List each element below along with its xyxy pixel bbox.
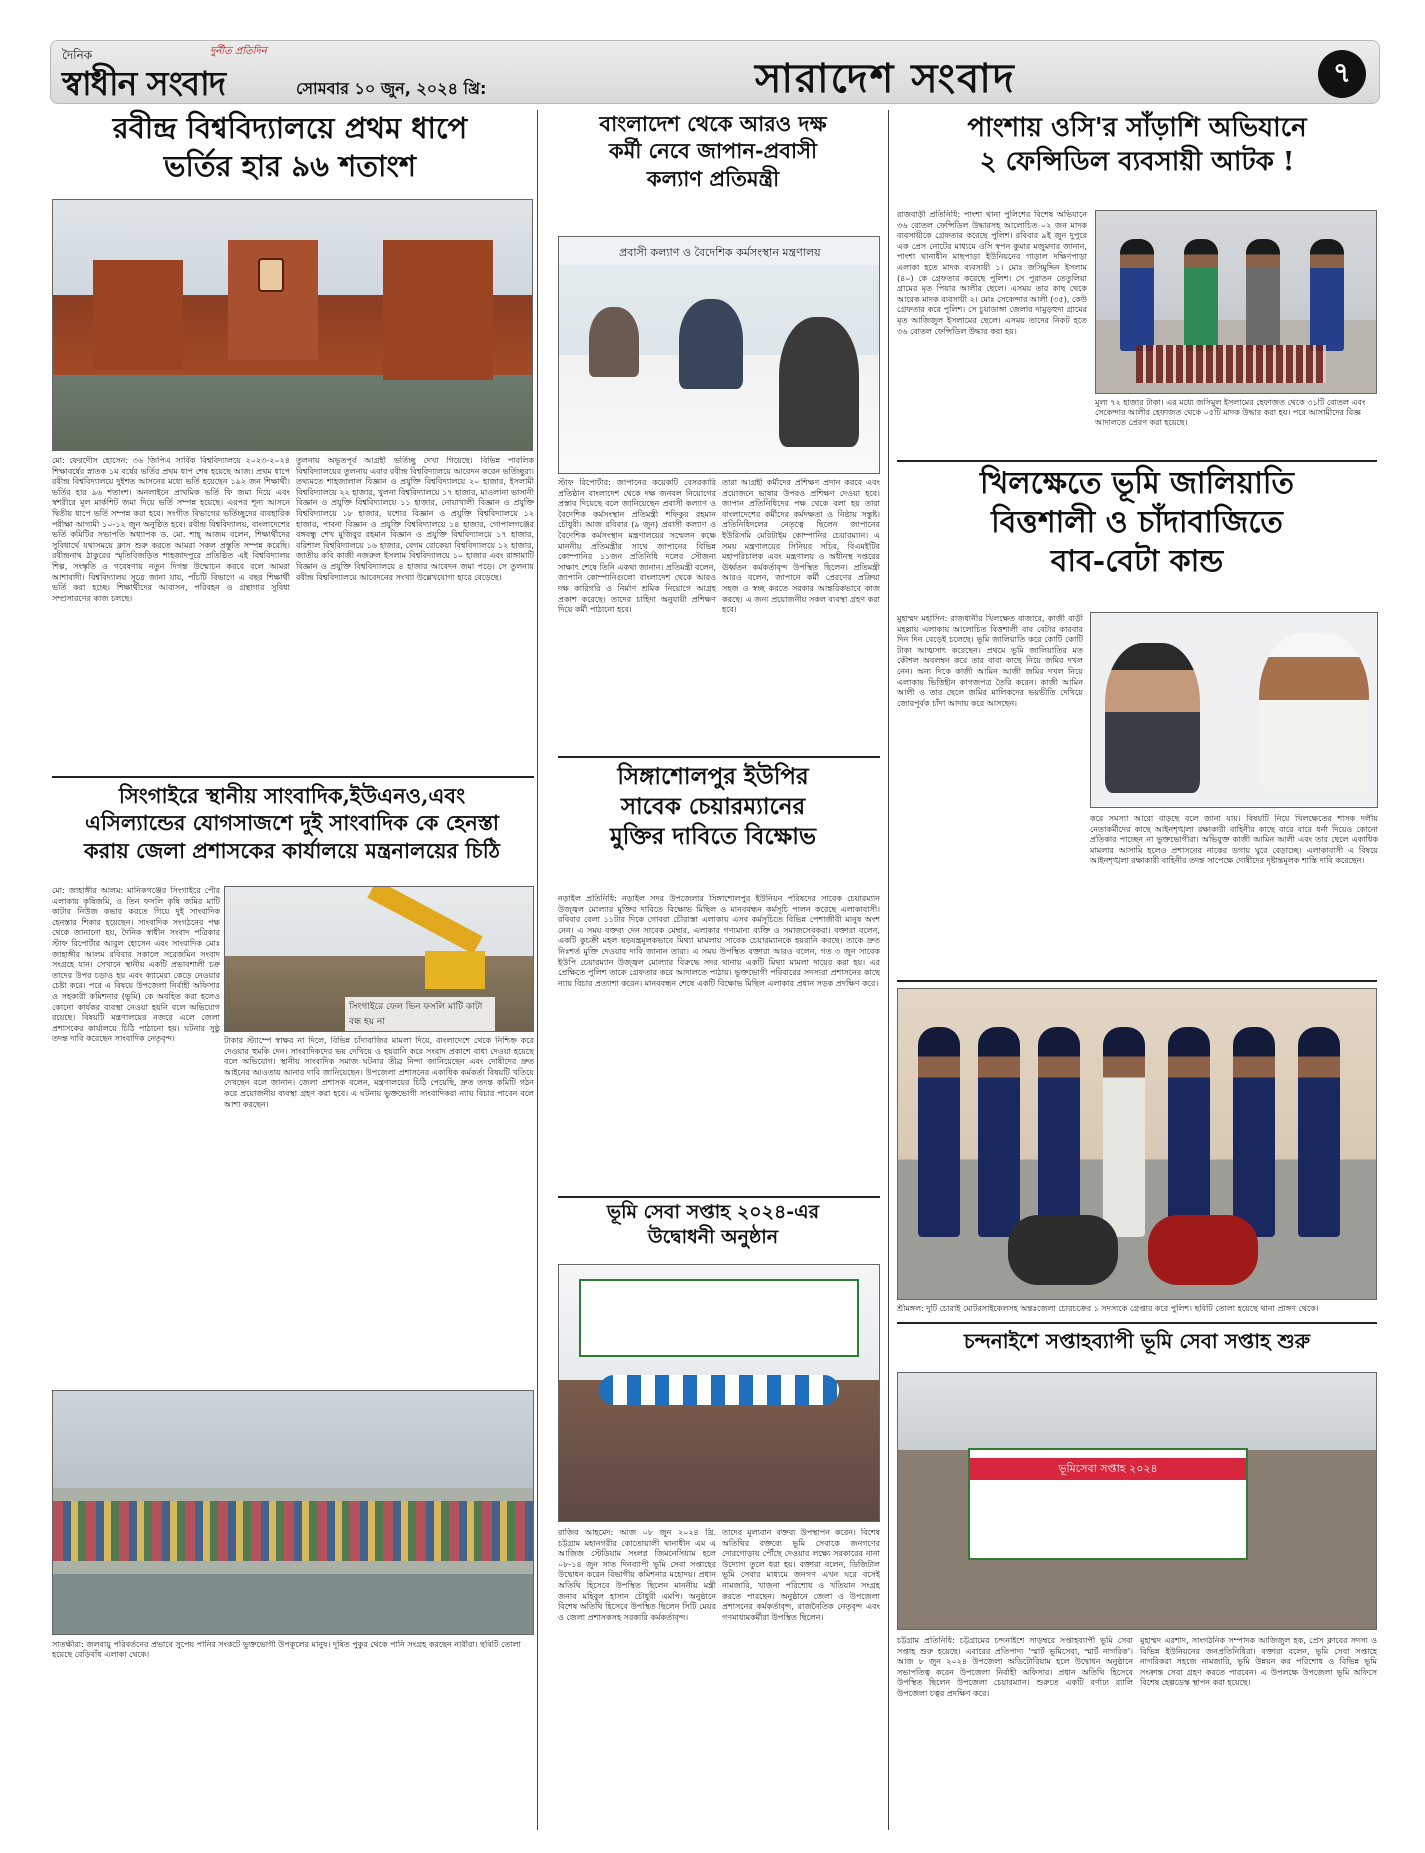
bhumi-ceremony-photo <box>558 1264 880 1522</box>
headline-line: উদ্বোধনী অনুষ্ঠান <box>647 1225 779 1248</box>
section-title: সারাদেশ সংবাদ <box>755 55 1016 102</box>
rally-banner <box>968 1448 1248 1560</box>
balloon-arch <box>599 1375 839 1405</box>
singair-photo <box>224 886 534 1032</box>
portrait-son <box>1105 643 1200 793</box>
section-divider <box>52 776 534 778</box>
section-divider <box>558 1196 880 1198</box>
section-divider <box>897 980 1377 982</box>
headline-line: ২ ফেন্সিডিল ব্যবসায়ী আটক ! <box>979 146 1295 177</box>
section-divider <box>897 460 1377 462</box>
police-officer-figure <box>1233 1027 1275 1237</box>
motorcycle-figure <box>1148 1215 1258 1285</box>
chandanaish-headline: চন্দনাইশে সপ্তাহব্যাপী ভূমি সেবা সপ্তাহ শুরু <box>963 1329 1311 1353</box>
motorcycle-figure <box>1008 1215 1118 1285</box>
headline-line: ভর্তির হার ৯৬ শতাংশ <box>163 148 417 183</box>
section-divider <box>897 1322 1377 1324</box>
daily-label: দৈনিক <box>62 48 93 62</box>
rabindra-body-col2: তুলনায় অভূতপূর্ব আগ্রহী ভর্তিচ্ছু দেখা গিয়েছে। বিভিন্ন পাবলিক বিশ্ববিদ্যালয়ের তুলনায় এবার রবীন্দ্র বিশ্ববিদ্যালয়ে আবেদন করেন ভর্তিচ্ছুরা। তথ্যমতে শাহজালাল বিজ্ঞান ও প্রযুক্তি বিশ্ববিদ্যালয়ে ২০ হাজার, ইসলামী বিশ্ববিদ্যালয়ে ২২ হাজার, খুলনা বিশ্ববিদ্যালয়ে ১৭ হাজার, মাওলানা ভাসানী বিজ্ঞান ও প্রযুক্তি বিশ্ববিদ্যালয়ে ১১ হাজার, নোয়াখালী বিজ্ঞান ও প্রযুক্তি বিশ্ববিদ্যালয়ে ১৮ হাজার, যশোর বিজ্ঞান ও প্রযুক্তি বিশ্ববিদ্যালয়ে ১২ হাজার, পাবনা বিজ্ঞান ও প্রযুক্তি বিশ্ববিদ্যালয়ে ১৪ হাজার, গোপালগঞ্জের বঙ্গবন্ধু শেখ মুজিবুর রহমান বিজ্ঞান ও প্রযুক্তি বিশ্ববিদ্যালয়ে ১৭ হাজার, বরিশাল বিশ্ববিদ্যালয়ে ১৬ হাজার, বেগম রোকেয়া বিশ্ববিদ্যালয়ে ১২ হাজার, জাতীয় কবি কাজী নজরুল ইসলাম বিশ্ববিদ্যালয়ে ১০ হাজার এবং রাঙ্গামাটি বিজ্ঞান ও প্রযুক্তি বিশ্ববিদ্যালয়ে ৪ হাজার আবেদন জমা পড়ে। সে তুলনায় রবীন্দ্র বিশ্ববিদ্যালয়ে আবেদনের সংখ্যা উল্লেখযোগ্য হারে বেড়েছে। <box>296 456 534 582</box>
police-officer-figure <box>1168 1027 1210 1237</box>
japan-headline <box>545 110 881 192</box>
police-officer-figure <box>1310 239 1344 351</box>
police-recovery-photo <box>897 988 1377 1300</box>
building-block <box>383 240 493 380</box>
khilkhet-body-left: মুহাম্মদ মহাসিন: রাজধানীর খিলক্ষেত বাজারে, কাজী বাড়ী মহল্লায় এলাকায় আলোচিত বিত্তশালী বাব বেটার কারবার দিন দিন বেড়েই চলেছে। ভূমি জালিয়াতি করে কোটি কোটি টাকা আত্মসাৎ করেছেন। প্রথমে ভূমি জালিয়াতির মত কৌশল অবলম্বন করে তার বাবা কাছে নিয়ে জমির দখল নেন। অন্য দিকে কাজী আমিন আজী জমির দখল নিয়ে এলাকায় ভিত্তিহীন কাগজপত্র তৈরি করেন। কাজী আমিন আলী ও তার ছেলে জমির মালিকদের ভয়ভীতি দেখিয়ে জোরপূর্বক চাঁদা আদায় করে আসছেন। <box>897 614 1083 708</box>
tagline: দুর্নীত প্রতিদিন <box>210 46 267 57</box>
section-divider <box>558 756 880 758</box>
chandanaish-rally-photo <box>897 1372 1377 1630</box>
police-officer-figure <box>1298 1027 1340 1237</box>
bhumi-body-col2: তাদের মূল্যবান বক্তব্য উপস্থাপন করেন। বিশেষ অতিথির বক্তব্যে ভূমি সেবাকে জনগণের দোরগোড়ায় পৌঁছে দেওয়ার লক্ষ্যে সরকারের নানা উদ্যোগ তুলে ধরা হয়। বক্তারা বলেন, ডিজিটাল ভূমি সেবার মাধ্যমে জনগণ এখন ঘরে বসেই নামজারি, খাজনা পরিশোধ ও খতিয়ান সংগ্রহ করতে পারছেন। অনুষ্ঠানে জেলা ও উপজেলা প্রশাসনের কর্মকর্তাবৃন্দ, রাজনৈতিক নেতৃবৃন্দ এবং গণমাধ্যমকর্মীরা উপস্থিত ছিলেন। <box>722 1528 880 1622</box>
rabindra-body-col1: মো: ফেরদৌস হোসেন: ৩৬ জিপিএ সার্বিক বিশ্ববিদ্যালয়ে ২০২৩-২০২৪ শিক্ষাবর্ষের স্নাতক ১ম বর্ষের ভর্তির প্রথম ধাপ শেষ হয়েছে আজ। প্রথম ধাপে রবীন্দ্র বিশ্ববিদ্যালয়ে দুইশত আসনের মধ্যে ভর্তি হয়েছেন ১৯২ জন শিক্ষার্থী। ভর্তির হার ৯৬ শতাংশ। অনলাইনে প্রাথমিক ভর্তি ফি জমা দিয়ে এবং স্বশরীরে মূল মার্কশিট জমা দিয়ে ভর্তি সম্পন্ন হয়েছে। এরপর শূন্য আসনে দ্বিতীয় ধাপে ভর্তি সম্পন্ন করা হবে। সংগীত বিভাগের ভর্তিচ্ছুদের ব্যবহারিক পরীক্ষা আগামী ১০-১২ জুন অনুষ্ঠিত হবে। রবীন্দ্র বিশ্ববিদ্যালয়, বাংলাদেশের ভর্তি কমিটির সভাপতি অধ্যাপক ড. মো. শাহ্ আজম বলেন, শিক্ষার্থীদের সুবিধার্থে যথাসময়ে ক্লাস শুরু করতে আমরা সকল প্রস্তুতি সম্পন্ন করেছি। রবীন্দ্রনাথ ঠাকুরের স্মৃতিবিজড়িত শাহজাদপুরে প্রতিষ্ঠিত এই বিশ্ববিদ্যালয় শিল্প, সংস্কৃতি ও গবেষণায় নতুন দিগন্ত উন্মোচন করবে বলে আমরা আশাবাদী। বিশ্ববিদ্যালয় সূত্রে জানা যায়, পাঁচটি বিভাগে এ বছর শিক্ষার্থী ভর্তি করা হচ্ছে। শিক্ষার্থীদের আবাসন, পরিবহন ও গ্রন্থাগার সুবিধা সম্প্রসারণের কাজ চলছে। <box>52 456 290 603</box>
headline-line: করায় জেলা প্রশাসকের কার্যালয়ে মন্ত্রনালয়ের চিঠি <box>84 837 500 863</box>
pond-water <box>53 1574 533 1634</box>
headline-line: মুক্তির দাবিতে বিক্ষোভ <box>609 822 817 850</box>
pangsha-headline <box>895 112 1379 180</box>
issue-date: সোমবার ১০ জুন, ২০২৪ খ্রি: <box>296 79 487 98</box>
bhumi-headline <box>545 1200 881 1249</box>
police-officer-figure <box>918 1027 960 1237</box>
suspect-figure <box>1184 239 1218 351</box>
portrait-father <box>1259 633 1369 793</box>
khilkhet-portraits-photo <box>1090 612 1378 808</box>
headline-line: খিলক্ষেতে ভূমি জালিয়াতি <box>980 466 1294 501</box>
police-officer-figure <box>1120 239 1154 351</box>
column-divider <box>537 110 538 1830</box>
japan-body-col2: তারা আগ্রহী কর্মীদের প্রশিক্ষণ প্রদান করবে এবং প্রয়োজনে ভাষার উপরও প্রশিক্ষণ দেওয়া হবে। জাপান প্রতিনিধিদের পক্ষ থেকে বলা হয় তারা বাংলাদেশের কর্মীদের কর্মদক্ষতা ও নিষ্ঠায় সন্তুষ্ট। প্রতিনিধিদলের নেতৃত্বে ছিলেন জাপানের ইউরিসমি মেরিটাইম কোম্পানির চেয়ারম্যান। এ সময় মন্ত্রণালয়ের সিনিয়র সচিব, বিএমইটির মহাপরিচালক এবং মন্ত্রণালয় ও অধীনস্থ দপ্তরের ঊর্ধ্বতন কর্মকর্তাবৃন্দ উপস্থিত ছিলেন। প্রতিমন্ত্রী আরও বলেন, জাপানে কর্মী প্রেরণের প্রক্রিয়া সহজ ও স্বচ্ছ করতে সরকার আন্তরিকভাবে কাজ করছে। এ জন্য প্রয়োজনীয় সকল ব্যবস্থা গ্রহণ করা হবে। <box>722 478 880 615</box>
singair-body-col2: টাকার স্ট্যাম্পে স্বাক্ষর না দিলে, বিভিন্ন চাঁদাবাজির মামলা দিয়ে, বাংলাদেশে থেকে নিশ্চিহ্ন করে দেওয়ার হুমকি দেন। সাংবাদিকদের ভয় দেখিয়ে ও হয়রানি করে সংবাদ প্রকাশে বাধা দেওয়া হয়েছে বলে অভিযোগ। স্থানীয় সাংবাদিক সমাজ ঘটনার তীব্র নিন্দা জানিয়েছেন এবং দোষীদের দ্রুত আইনের আওতায় আনার দাবি জানিয়েছেন। উপজেলা প্রশাসনের একাধিক কর্মকর্তা বিষয়টি খতিয়ে দেখছেন বলে জানান। জেলা প্রশাসক বলেন, মন্ত্রণালয়ের চিঠি পেয়েছি, দ্রুত তদন্ত কমিটি গঠন করে প্রয়োজনীয় ব্যবস্থা গ্রহণ করা হবে। এ ঘটনায় ভুক্তভোগী সাংবাদিকরা ন্যায় বিচার পাবেন বলে আশা করছেন। <box>224 1036 534 1109</box>
rabindra-headline <box>48 110 532 185</box>
bhumi-body-col1: রাজিব আহমেদ: আজ ০৮ জুন ২০২৪ খ্রি. চট্টগ্রাম মহানগরীর কোতোয়ালী থানাধীন এম এ আজিজ স্টেডিয়াম সংলগ্ন জিমনেসিয়াম হলে ০৮-১৪ জুন সাত দিনব্যাপী ভূমি সেবা সপ্তাহের উদ্বোধন করেন বিভাগীয় কমিশনার মহোদয়। প্রধান অতিথি হিসেবে উপস্থিত ছিলেন মাননীয় মন্ত্রী জনাব মহিবুল হাসান চৌধুরী এমপি। অনুষ্ঠানে বিশেষ অতিথি হিসেবে উপস্থিত ছিলেন সিটি মেয়র ও জেলা প্রশাসকসহ সরকারি কর্মকর্তাবৃন্দ। <box>558 1528 716 1622</box>
khilkhet-headline <box>895 464 1379 581</box>
police-officer-figure <box>1038 1027 1080 1237</box>
ministry-banner: প্রবাসী কল্যাণ ও বৈদেশিক কর্মসংস্থান মন্ত্রণালয় <box>559 237 879 265</box>
singhashol-body: নড়াইল প্রতিনিধি: নড়াইল সদর উপজেলার সিঙ্গাশোলপুর ইউনিয়ন পরিষদের সাবেক চেয়ারম্যান উজ্জ্বল মোল্যার মুক্তির দাবিতে বিক্ষোভ মিছিল ও মানববন্ধন কর্মসূচি পালন করেছে এলাকাবাসী। রবিবার বেলা ১১টার দিকে গোবরা চৌরাস্তা এলাকায় এসব কর্মসূচিতে বিভিন্ন পেশাজীবী মানুষ অংশ নেন। এ সময় বক্তব্য দেন সাবেক মেম্বার, এলাকার গণ্যমান্য ব্যক্তি ও সমাজসেবকরা। বক্তারা বলেন, একটি কুচক্রী মহল ষড়যন্ত্রমূলকভাবে মিথ্যা মামলায় সাবেক চেয়ারম্যানকে হয়রানি করছে। তাকে দ্রুত নিঃশর্ত মুক্তি দেওয়ার দাবি জানান তারা। এ সময় উপস্থিত বক্তারা আরও বলেন, গত ৩ জুন সাবেক ইউপি চেয়ারম্যান উজ্জ্বল মোল্যার বিরুদ্ধে সদর থানায় একটি মিথ্যা মামলা দায়ের করা হয়। এর প্রেক্ষিতে পুলিশ তাকে গ্রেফতার করে আদালতে পাঠায়। ভুক্তভোগী পরিবারের সদস্যরা প্রশাসনের কাছে ন্যায় বিচার প্রত্যাশা করেন। মানববন্ধন শেষে একটি বিক্ষোভ মিছিল এলাকার প্রধান সড়ক প্রদক্ষিণ করে। <box>558 894 880 988</box>
japan-meeting-photo <box>558 236 880 474</box>
pangsha-caption: মূল্য ৭২ হাজার টাকা। এর মধ্যে জসিমুল ইসলামের হেফাজত থেকে ৩১টি বোতল এবং সেকেন্দার আলীর হেফাজত থেকে ০৫টি মাদক উদ্ধার করা হয়। পরে আসামীদের বিজ্ঞ আদালতে প্রেরণ করা হয়েছে। <box>1095 398 1366 427</box>
stage-backdrop <box>579 1279 859 1357</box>
suspect-figure <box>1103 1027 1145 1237</box>
headline-line: কর্মী নেবে জাপান-প্রবাসী <box>609 138 817 164</box>
pangsha-arrest-photo <box>1095 210 1377 394</box>
singair-body-col1: মো: জাহাঙ্গীর আলম: মানিকগঞ্জের সিংগাইরে পৌর এলাকায় কৃষিজমি, ও তিন ফসলি কৃষি জমির মাটি কাটার নিউজ কভার করতে গিয়ে দুই সাংবাদিক হেনস্তার শিকার হয়েছেন। সাংবাদিক সংগঠনের পক্ষ থেকে জানানো হয়, দৈনিক স্বাধীন সংবাদ পত্রিকার স্টাফ রিপোর্টার আবুল হোসেন এবং সাংবাদিক মোঃ জাহাঙ্গীর আলম রবিবার সকালে সরেজমিন সংবাদ সংগ্রহে যান। সেখানে স্থানীয় একটি প্রভাবশালী চক্র তাদের উপর চড়াও হয় এবং ক্যামেরা কেড়ে নেওয়ার চেষ্টা করে। পরে এ বিষয়ে উপজেলা নির্বাহী অফিসার ও সহকারী কমিশনার (ভূমি) কে অবহিত করা হলেও কোনো কার্যকর ব্যবস্থা নেওয়া হয়নি বলে অভিযোগ রয়েছে। বিষয়টি মন্ত্রণালয়ের নজরে এলে জেলা প্রশাসকের কার্যালয়ে চিঠি পাঠানো হয়। ঘটনার সুষ্ঠু তদন্ত দাবি করেছেন সাংবাদিক নেতৃবৃন্দ। <box>52 886 220 1044</box>
headline-line: কল্যাণ প্রতিমন্ত্রী <box>646 165 780 191</box>
headline-line: সিঙ্গাশোলপুর ইউপির <box>617 763 809 790</box>
headline-line: পাংশায় ওসি'র সাঁড়াশি অভিযানে <box>967 113 1307 143</box>
headline-line: রবীন্দ্র বিশ্ববিদ্যালয়ে প্রথম ধাপে <box>112 111 468 145</box>
headline-line: সাবেক চেয়ারম্যানের <box>620 792 806 820</box>
excavator-cab <box>425 951 485 989</box>
japan-body-col1: স্টাফ রিপোর্টার: জাপানের কয়েকটি বেসরকারি প্রতিষ্ঠান বাংলাদেশ থেকে দক্ষ জনবল নিয়োগের প্রস্তাব দিয়েছে বলে জানিয়েছেন প্রবাসী কল্যাণ ও বৈদেশিক কর্মসংস্থান প্রতিমন্ত্রী শফিকুর রহমান চৌধুরী। আজ রবিবার (৯ জুন) প্রবাসী কল্যাণ ও বৈদেশিক কর্মসংস্থান মন্ত্রণালয়ের সম্মেলন কক্ষে মাননীয় প্রতিমন্ত্রীর সাথে জাপানের বিভিন্ন কোম্পানির ১১জন প্রতিনিধি দলের সৌজন্য সাক্ষাৎ শেষে তিনি একথা জানান। প্রতিমন্ত্রী বলেন, জাপানি কোম্পানিগুলো বাংলাদেশ থেকে আরও দক্ষ কারিগরি ও নির্মাণ শ্রমিক নিয়োগে আগ্রহ প্রকাশ করেছে। তাদের চাহিদা অনুযায়ী প্রশিক্ষণ দিয়ে কর্মী পাঠানো হবে। <box>558 478 716 615</box>
suspect-figure <box>1246 239 1280 351</box>
headline-line: বাব-বেটা কান্ড <box>1050 544 1224 579</box>
headline-line: বিত্তশালী ও চাঁদাবাজিতে <box>991 505 1283 540</box>
headline-line: এসিল্যান্ডের যোগসাজশে দুই সাংবাদিক কে হেনস্তা <box>84 810 500 836</box>
water-crisis-photo <box>52 1390 534 1635</box>
police-caption: শ্রীমঙ্গল: দুটি চোরাই মোটরসাইকেলসহ অন্তঃজেলা চোরচক্রের ১ সদস্যকে গ্রেপ্তার করে পুলিশ। ছবিটি তোলা হয়েছে থানা প্রাঙ্গণ থেকে। <box>897 1304 1319 1313</box>
headline-line: সিংগাইরে স্থানীয় সাংবাদিক,ইউএনও,এবং <box>118 783 466 808</box>
seized-bottles <box>1136 345 1326 383</box>
singhashol-headline <box>545 762 881 852</box>
meeting-participant <box>779 317 859 447</box>
page-number-badge: ৭ <box>1318 50 1366 98</box>
meeting-participant <box>589 307 639 377</box>
chandanaish-body-col2: মুহাম্মদ এরশাদ, সাংগঠনিক সম্পাদক আজিজুল হক, প্রেস ক্লাবের সদস্য ও বিভিন্ন ইউনিয়নের জনপ্রতিনিধিরা। বক্তারা বলেন, ভূমি সেবা সপ্তাহে নাগরিকরা সহজে নামজারি, ভূমি উন্নয়ন কর পরিশোধ ও বিভিন্ন ভূমি সংক্রান্ত সেবা গ্রহণ করতে পারবেন। এ উপলক্ষে উপজেলা ভূমি অফিসে বিশেষ হেল্পডেস্ক স্থাপন করা হয়েছে। <box>1140 1636 1377 1688</box>
chandanaish-body-col1: চট্টগ্রাম প্রতিনিধি: চট্টগ্রামের চন্দনাইশে সাড়ম্বরে সপ্তাহব্যাপী ভূমি সেবা সপ্তাহ শুরু হয়েছে। এবারের প্রতিপাদ্য ‘স্মার্ট ভূমিসেবা, স্মার্ট নাগরিক’। আজ ৮ জুন ২০২৪ উপজেলা অডিটোরিয়াম হলে উদ্বোধন অনুষ্ঠানে সভাপতিত্ব করেন উপজেলা নির্বাহী অফিসার। প্রধান অতিথি হিসেবে উপস্থিত ছিলেন উপজেলা চেয়ারম্যান। শুরুতে একটি বর্ণাঢ্য র‍্যালি উপজেলা চত্বর প্রদক্ষিণ করে। <box>897 1636 1133 1698</box>
khilkhet-body-right: করে সমস্যা আরো বাড়ছে বলে জানা যায়। বিষয়টি নিয়ে খিলক্ষেতের শাসক দলীয় নেতাকর্মীদের কাছে আইনশৃঙ্খলা রক্ষাকারী বাহিনীর কাছে বারে বারে ধর্না দিয়েও কোনো প্রতিকার পাচ্ছেন না ভুক্তভোগীরা। অভিযুক্ত কাজী আমিন আলী এবং তার ছেলে একাধিক মামলার আসামি হলেও প্রশাসনের নাকের ডগায় ঘুরে বেড়াচ্ছে। এলাকাবাসী এ বিষয়ে আইনশৃঙ্খলা রক্ষাকারী বাহিনীর তদন্ত সাপেক্ষে দোষীদের দৃষ্টান্তমূলক শাস্তি দাবি করেছেন। <box>1090 814 1378 866</box>
newspaper-logo: স্বাধীন সংবাদ <box>62 64 226 103</box>
water-crisis-caption: সাতক্ষীরা: জলবায়ু পরিবর্তনের প্রভাবে সুপেয় পানির সংকটে ভুক্তভোগী উপকূলের মানুষ। দূষিত পুকুর থেকে পানি সংগ্রহ করছেন নারীরা। ছবিটি তোলা হয়েছে বেড়িবাঁধ এলাকা থেকে। <box>52 1640 521 1659</box>
singair-headline <box>48 782 536 864</box>
headline-line: বাংলাদেশ থেকে আরও দক্ষ <box>599 111 827 136</box>
building-block <box>93 260 183 370</box>
excavator-arm <box>367 886 482 954</box>
column-divider <box>888 110 889 1830</box>
rabindra-photo <box>52 199 533 451</box>
pangsha-body: রাজবাড়ী প্রতিনিধি: পাংশা থানা পুলিশের বিশেষ অভিযানে ৩৬ বোতল ফেন্সিডিল উদ্ধারসহ আলোচিত ০২ জন মাদক ব্যবসায়ীকে গ্রেফতার করেছে পুলিশ। রবিবার ৯ই জুন দুপুরে এক প্রেস নোটের মাধ্যমে ওসি স্বপন কুমার মজুমদার জানান, পাংশা থানাধীন মাছপাড়া ইউনিয়নের গাড়াল দক্ষিণপাড়া এলাকা হতে মাদক ব্যবসায়ী ১। মোঃ জসিমুদ্দিন ইসলাম (৪০) কে গ্রেফতার করেছে পুলিশ। সে পুরাতন তেতুলিয়া গ্রামের মৃত পিয়ার আলীর ছেলে। এসময় তার কাছ থেকে আরেক মাদক ব্যবসায়ী ২। মোঃ সেকেন্দার আলী (৩৫), কেউ গ্রেফতার করে পুলিশ। সে চুয়াডাঙ্গা জেলার দামুড়হুদা গ্রামের মৃত আজিজুল ইসলামের ছেলে। এসময় তাদের নিকট হতে ৩৬ বোতল ফেন্সিডিল উদ্ধার করা হয়। <box>897 210 1087 336</box>
photo-inset-caption: সিংগাইরে ফেল ভিন ফসলি মাটি কাটা বন্ধ হয় না <box>345 997 495 1031</box>
crowd-figures <box>53 1501 533 1561</box>
rally-banner-title: ভূমিসেবা সপ্তাহ ২০২৪ <box>970 1458 1246 1480</box>
headline-line: ভূমি সেবা সপ্তাহ ২০২৪-এর <box>606 1201 820 1223</box>
university-logo-icon <box>258 258 284 292</box>
meeting-participant <box>679 299 743 389</box>
police-officer-figure <box>978 1027 1020 1237</box>
